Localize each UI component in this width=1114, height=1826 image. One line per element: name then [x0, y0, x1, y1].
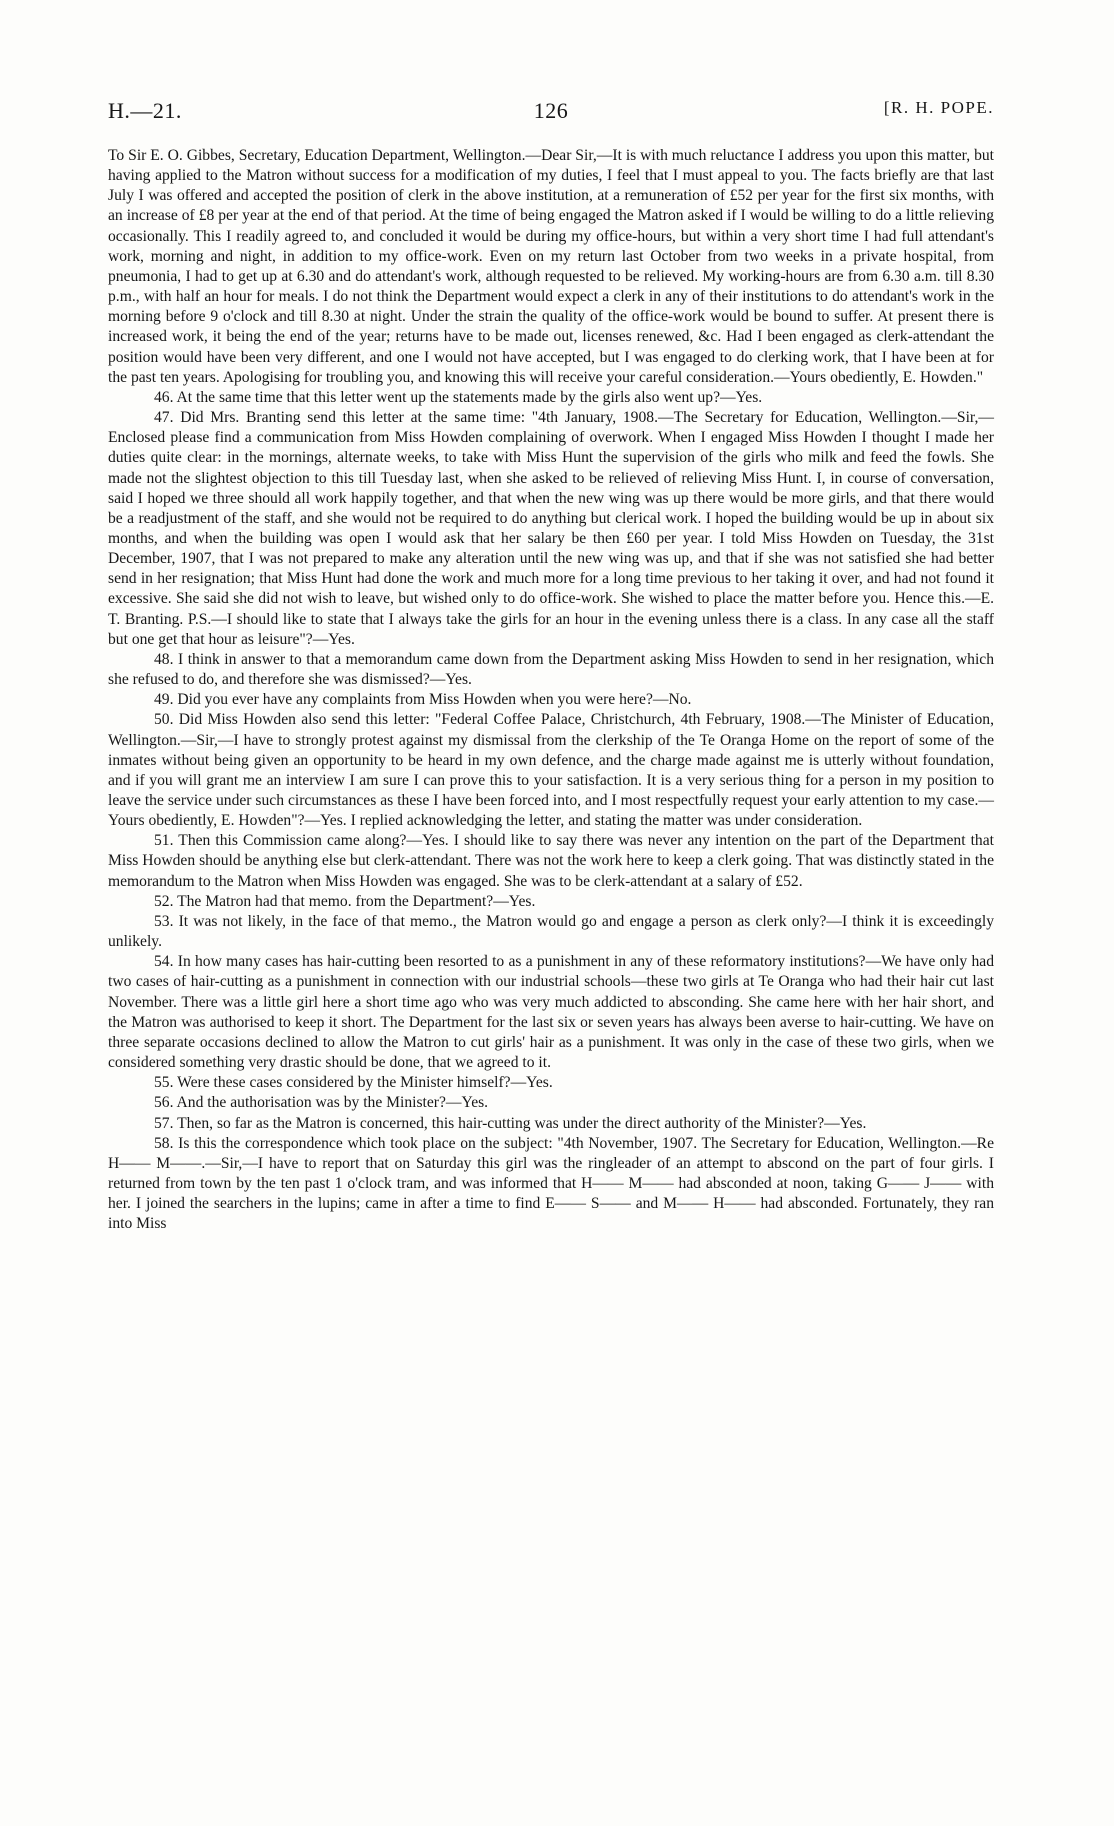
question-54: 54. In how many cases has hair-cutting been resorted to as a punishment in any of these reformatory institutions?—We have only had two cases of hair-cutting as a punishment in connection with our industrial schools—these two girls at Te Oranga who had their hair cut last November. There was a little girl here a short time ago who was very much addicted to absconding. She came here with her hair short, and the Matron was authorised to keep it short. The Department for the last six or seven years has always been averse to hair-cutting. We have on three separate occasions declined to allow the Matron to cut girls' hair as a punishment. It was only in the case of these two girls, when we considered something very drastic should be done, that we agreed to it. — [108, 953, 994, 1072]
letter-paragraph: To Sir E. O. Gibbes, Secretary, Education Department, Wellington.—Dear Sir,—It is with much reluctance I address you upon this matter, but having applied to the Matron without success for a modification of my duties, I feel that I must appeal to you. The facts briefly are that last July I was offered and accepted the position of clerk in the above institution, at a remuneration of £52 per year for the first six months, with an increase of £8 per year at the end of that period. At the time of being engaged the Matron asked if I would be willing to do a little relieving occasionally. This I readily agreed to, and concluded it would be during my office-hours, but within a very short time I had full attendant's work, morning and night, in addition to my office-work. Even on my return last October from two weeks in a private hospital, from pneumonia, I had to get up at 6.30 and do attendant's work, although requested to be relieved. My working-hours are from 6.30 a.m. till 8.30 p.m., with half an hour for meals. I do not think the Department would expect a clerk in any of their institutions to do attendant's work in the morning before 9 o'clock and till 8.30 at night. Under the strain the quality of the office-work would be bound to suffer. At present there is increased work, it being the end of the year; returns have to be made out, licenses renewed, &c. Had I been engaged as clerk-attendant the position would have been very different, and one I would not have accepted, but I was engaged to do clerking work, that I have been at for the past ten years. Apologising for troubling you, and knowing this will receive your careful consideration.—Yours obediently, E. Howden." — [108, 147, 994, 386]
question-58: 58. Is this the correspondence which took place on the subject: "4th November, 1907. The Secretary for Education, Wellington.—Re H—— M——.—Sir,—I have to report that on Saturday this girl was the ringleader of an attempt to abscond on the part of four girls. I returned from town by the ten past 1 o'clock tram, and was informed that H—— M—— had absconded at noon, taking G—— J—— with her. I joined the searchers in the lupins; came in after a time to find E—— S—— and M—— H—— had absconded. Fortunately, they ran into Miss — [108, 1134, 994, 1233]
question-56: 56. And the authorisation was by the Minister?—Yes. — [154, 1094, 489, 1112]
body-text — [108, 146, 994, 1234]
running-header — [108, 98, 994, 132]
question-48: 48. I think in answer to that a memorandum came down from the Department asking Miss Howden to send in her resignation, which she refused to do, and therefore she was dismissed?—Yes. — [108, 650, 994, 689]
question-46: 46. At the same time that this letter went up the statements made by the girls also went up?—Yes. — [154, 388, 763, 406]
question-47: 47. Did Mrs. Branting send this letter at the same time: "4th January, 1908.—The Secretary for Education, Wellington.—Sir,—Enclosed please find a communication from Miss Howden complaining of overwork. When I engaged Miss Howden I thought I made her duties quite clear: in the mornings, alternate weeks, to take with Miss Hunt the supervision of the girls who milk and feed the fowls. She made not the slightest objection to this till Tuesday last, when she asked to be relieved of relieving Miss Hunt. I, in course of conversation, said I hoped we three should all work happily together, and that when the new wing was up there would be more girls, and that there would be a readjustment of the staff, and she would not be required to do anything but clerical work. I hoped the building would be up in about six months, and when the building was open I would ask that her salary be then £60 per year. I told Miss Howden on Tuesday, the 31st December, 1907, that I was not prepared to make any alteration until the new wing was up, and that if she was not satisfied she had better send in her resignation; that Miss Hunt had done the work and much more for a long time previous to her taking it over, and had not found it excessive. She said she did not wish to leave, but wished only to do office-work. She wished to place the matter before you. Hence this.—E. T. Branting. P.S.—I should like to state that I always take the girls for an hour in the evening unless there is a class. In any case all the staff but one get that hour as leisure"?—Yes. — [108, 409, 994, 648]
question-57: 57. Then, so far as the Matron is concerned, this hair-cutting was under the direct authority of the Minister?—Yes. — [154, 1114, 867, 1132]
question-51: 51. Then this Commission came along?—Yes. I should like to say there was never any intention on the part of the Department that Miss Howden should be anything else but clerk-attendant. There was not the work here to keep a clerk going. That was distinctly stated in the memorandum to the Matron when Miss Howden was engaged. She was to be clerk-attendant at a salary of £52. — [108, 832, 994, 890]
page-number: 126 — [533, 98, 569, 123]
report-number: H.—21. — [108, 98, 182, 123]
question-53: 53. It was not likely, in the face of that memo., the Matron would go and engage a person as clerk only?—I think it is exceedingly unlikely. — [108, 912, 994, 951]
question-49: 49. Did you ever have any complaints from Miss Howden when you were here?—No. — [154, 691, 692, 709]
question-52: 52. The Matron had that memo. from the Department?—Yes. — [154, 892, 536, 910]
question-50: 50. Did Miss Howden also send this letter: "Federal Coffee Palace, Christchurch, 4th February, 1908.—The Minister of Education, Wellington.—Sir,—I have to strongly protest against my dismissal from the clerkship of the Te Oranga Home on the report of some of the inmates without being given an opportunity to be heard in my own defence, and the charge made against me is utterly without foundation, and if you will grant me an interview I am sure I can prove this to your satisfaction. It is a very serious thing for a person in my position to leave the service under such circumstances as these I have been forced into, and I most respectfully request your early attention to my case.—Yours obediently, E. Howden"?—Yes. I replied acknowledging the letter, and stating the matter was under consideration. — [108, 711, 994, 830]
question-55: 55. Were these cases considered by the Minister himself?—Yes. — [154, 1074, 553, 1092]
witness-name: [R. H. POPE. — [883, 98, 994, 117]
